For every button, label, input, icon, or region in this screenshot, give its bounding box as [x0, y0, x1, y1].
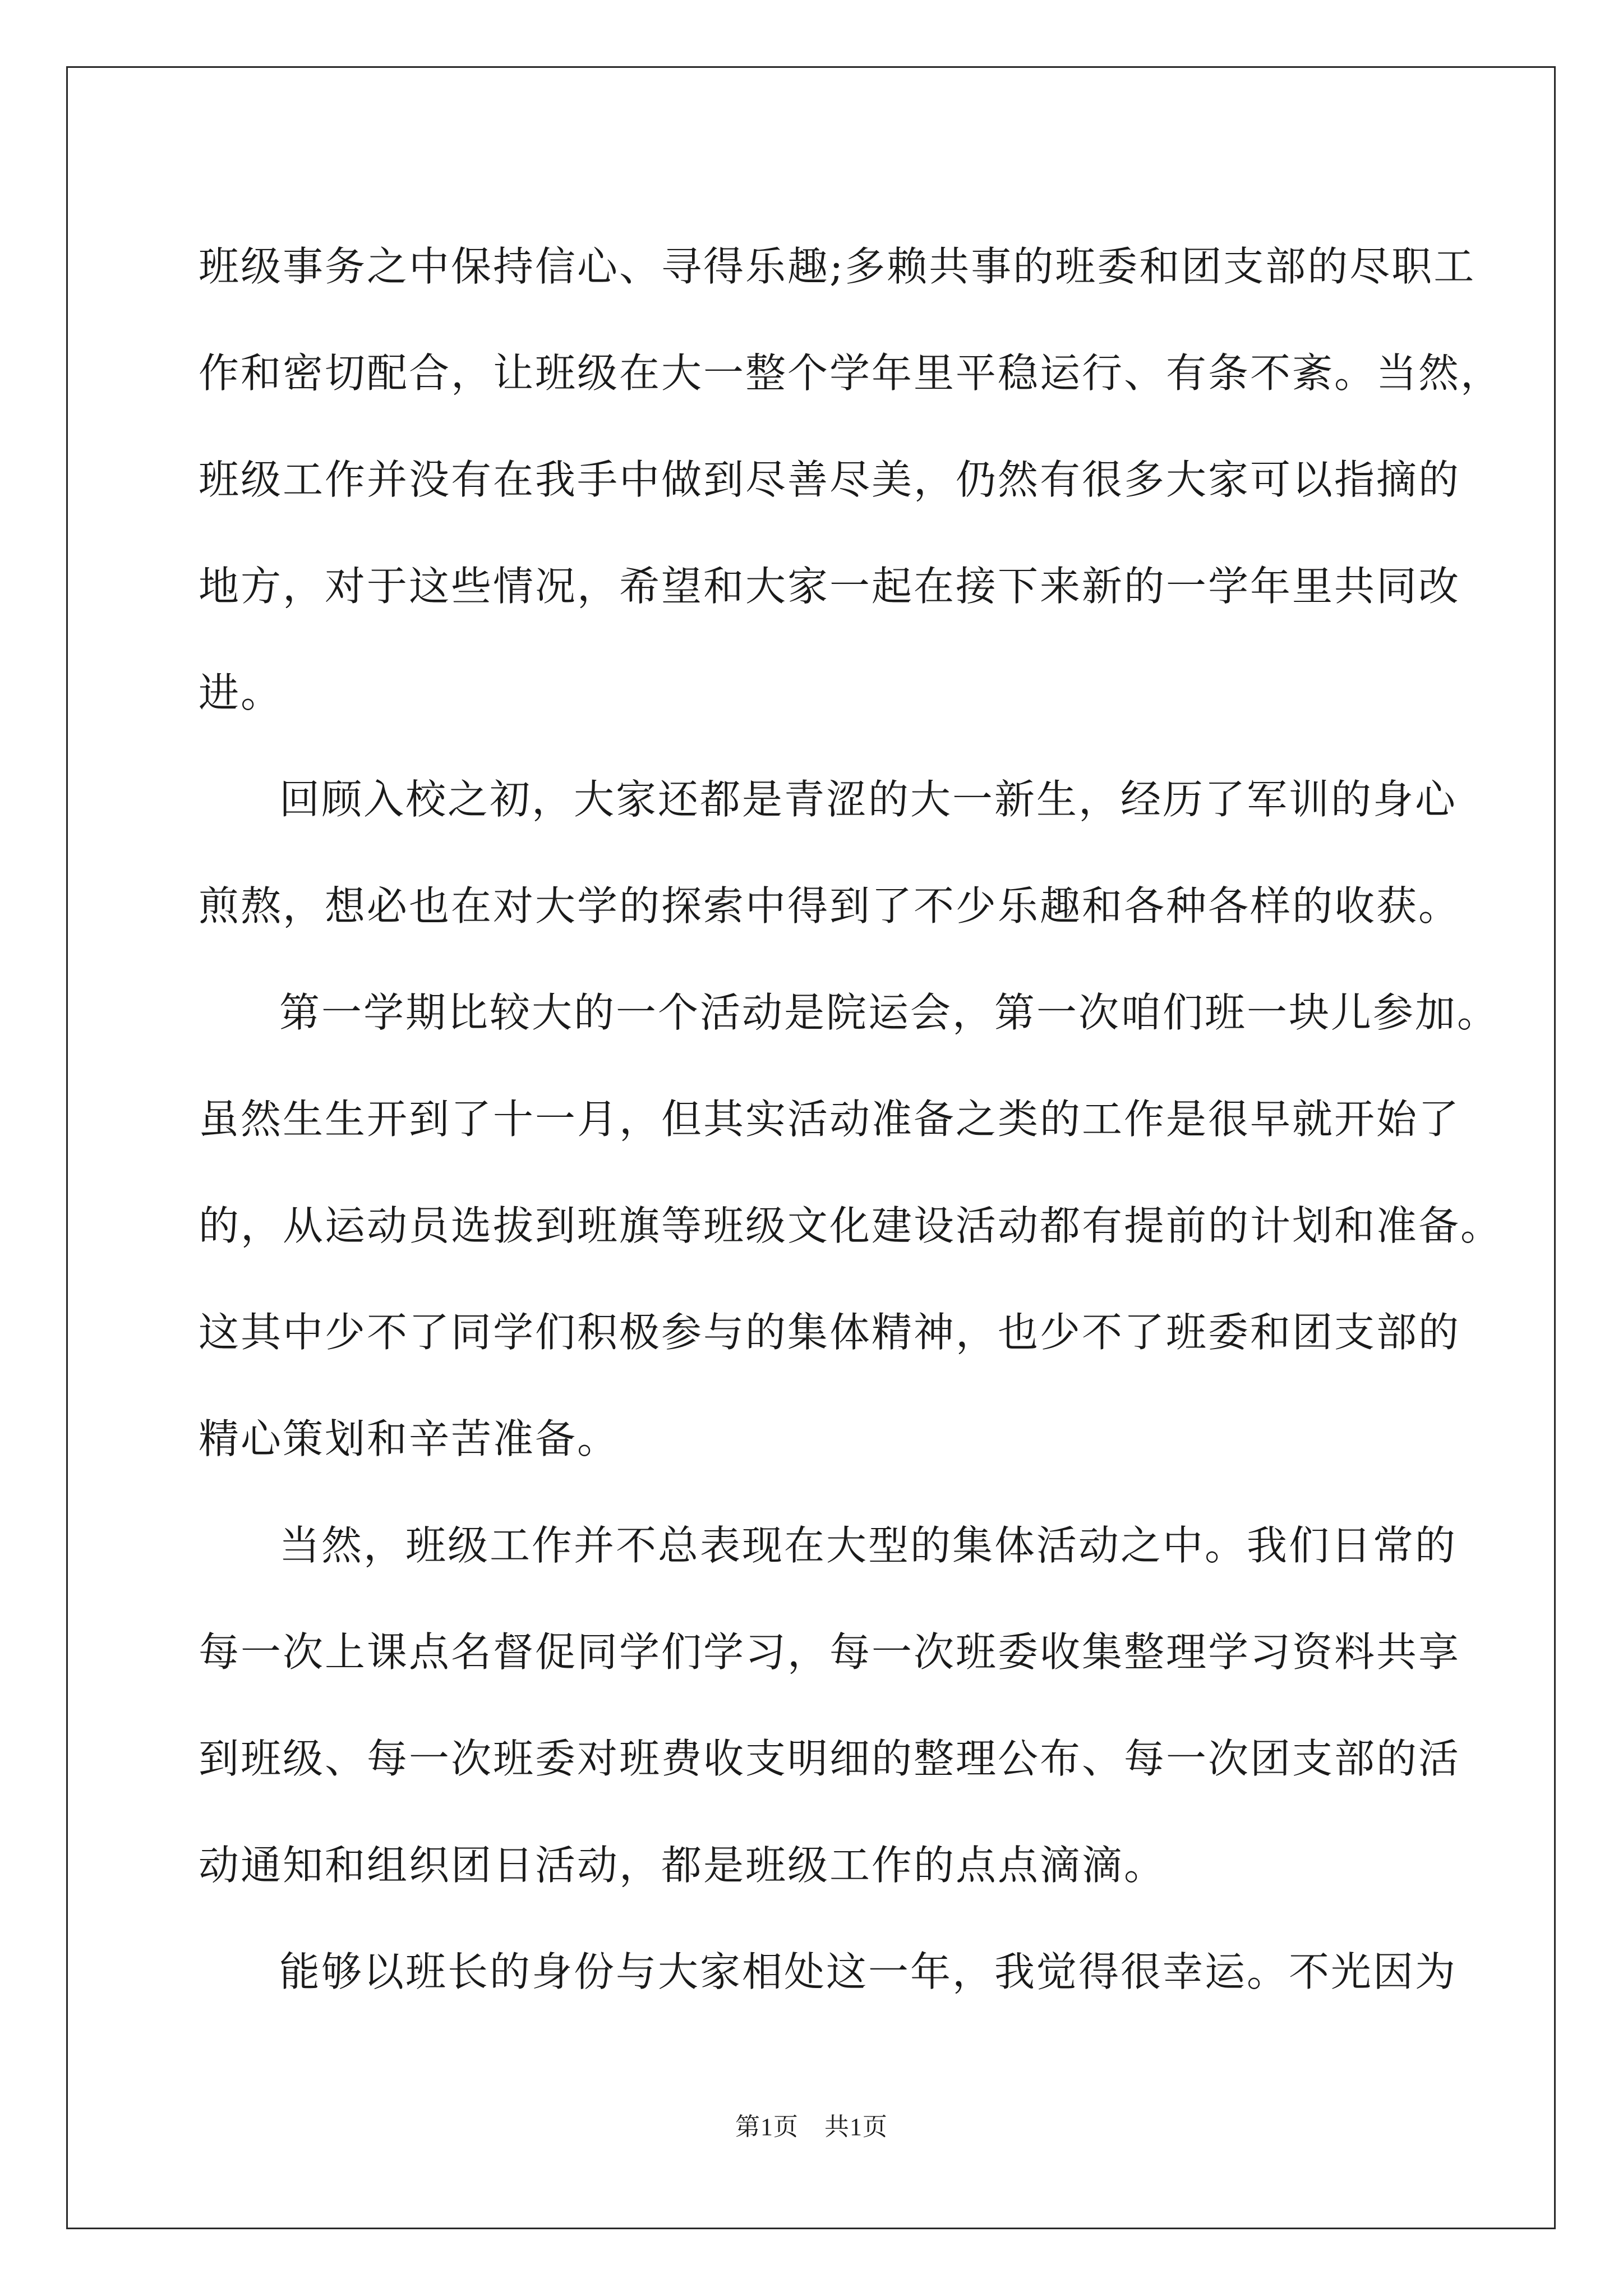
- text-line: 班级工作并没有在我手中做到尽善尽美，仍然有很多大家可以指摘的: [199, 456, 1461, 503]
- text-line: 作和密切配合，让班级在大一整个学年里平稳运行、有条不紊。当然，: [199, 349, 1503, 397]
- text-line: 到班级、每一次班委对班费收支明细的整理公布、每一次团支部的活: [199, 1735, 1461, 1782]
- text-line: 煎熬，想必也在对大学的探索中得到了不少乐趣和各种各样的收获。: [199, 882, 1461, 930]
- text-line: 当然，班级工作并不总表现在大型的集体活动之中。我们日常的: [279, 1522, 1458, 1569]
- page-number-current: 第1页: [735, 2113, 799, 2141]
- text-line: 能够以班长的身份与大家相处这一年，我觉得很幸运。不光因为: [279, 1948, 1458, 1995]
- text-line: 进。: [199, 669, 283, 716]
- text-line: 动通知和组织团日活动，都是班级工作的点点滴滴。: [199, 1842, 1166, 1889]
- text-line: 第一学期比较大的一个活动是院运会，第一次咱们班一块儿参加。: [279, 989, 1500, 1036]
- text-line: 每一次上课点名督促同学们学习，每一次班委收集整理学习资料共享: [199, 1628, 1461, 1676]
- text-line: 的，从运动员选拔到班旗等班级文化建设活动都有提前的计划和准备。: [199, 1202, 1503, 1249]
- text-line: 这其中少不了同学们积极参与的集体精神，也少不了班委和团支部的: [199, 1309, 1461, 1356]
- text-line: 地方，对于这些情况，希望和大家一起在接下来新的一学年里共同改: [199, 563, 1461, 610]
- text-line: 回顾入校之初，大家还都是青涩的大一新生，经历了军训的身心: [279, 776, 1458, 823]
- text-line: 虽然生生开到了十一月，但其实活动准备之类的工作是很早就开始了: [199, 1096, 1461, 1143]
- page-number-total: 共1页: [824, 2113, 888, 2141]
- text-line: 精心策划和辛苦准备。: [199, 1415, 620, 1462]
- text-line: 班级事务之中保持信心、寻得乐趣;多赖共事的班委和团支部的尽职工: [199, 243, 1476, 290]
- document-body: [199, 213, 1503, 2025]
- page-footer: [0, 2106, 1623, 2142]
